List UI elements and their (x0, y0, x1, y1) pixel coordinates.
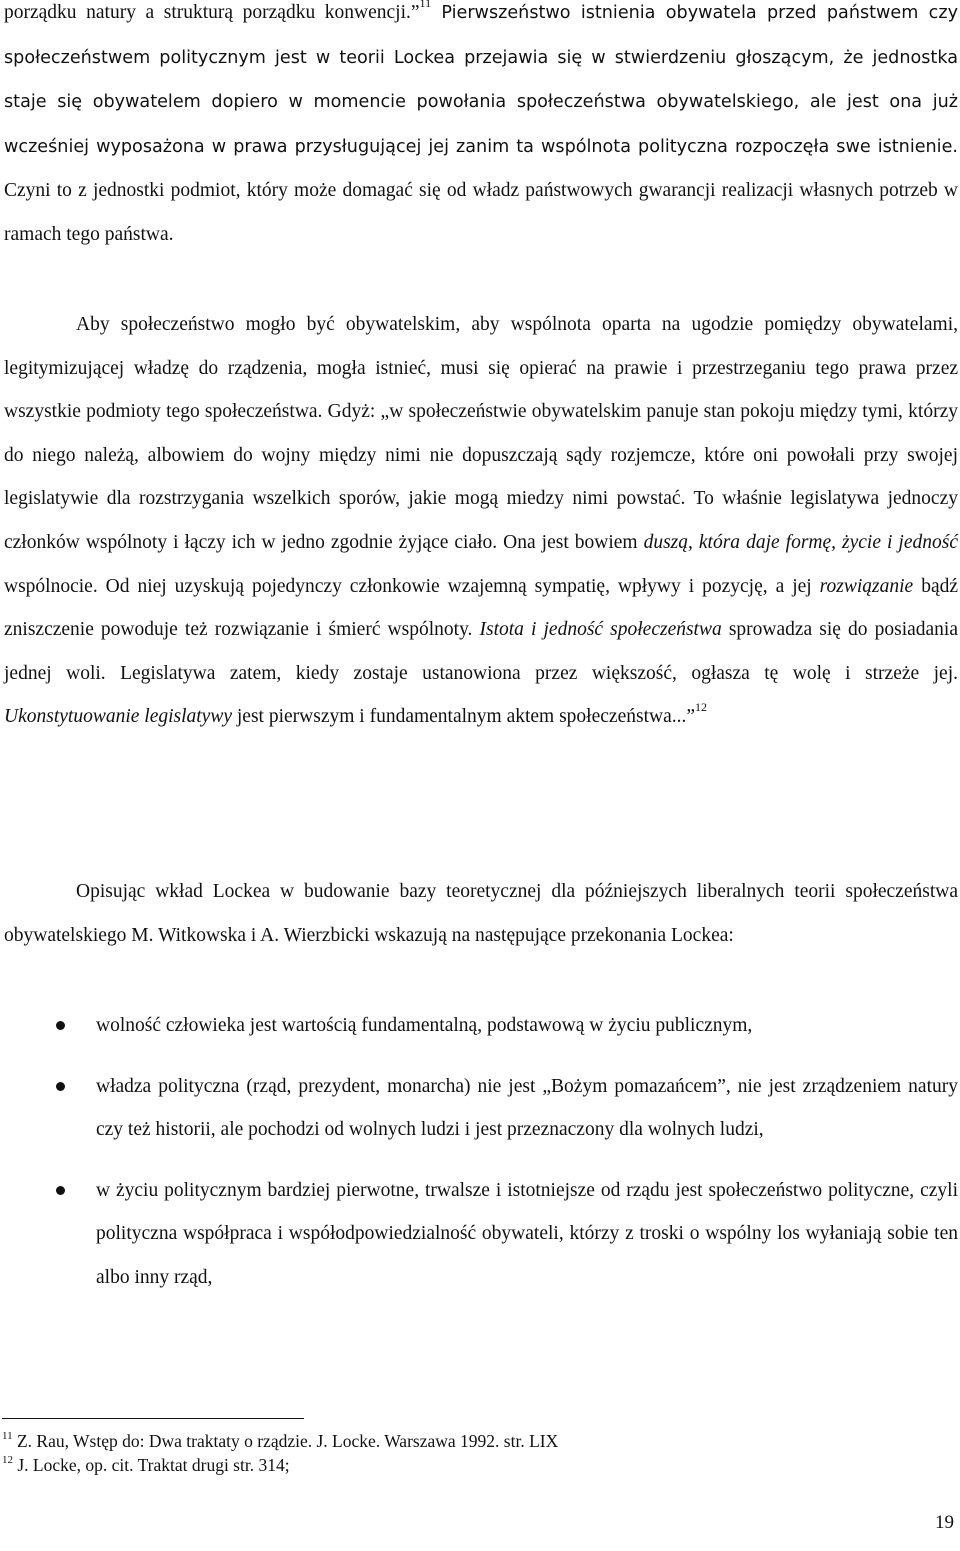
footnote-number: 12 (2, 1454, 13, 1466)
bullet-icon (56, 1186, 65, 1195)
paragraph-2-text-e: jest pierwszym i fundamentalnym aktem społeczeństwa...” (232, 706, 695, 728)
paragraph-2-italic-2: rozwiązanie (819, 575, 914, 597)
footnote-number: 11 (2, 1430, 13, 1442)
bullet-item (96, 1065, 958, 1152)
paragraph-2-italic-3: Istota i jedność społeczeństwa (479, 619, 722, 641)
paragraph-2-italic-1: duszą, która daje formę, życie i jedność (643, 531, 958, 553)
bullet-text: w życiu politycznym bardziej pierwotne, trwalsze i istotniejsze od rządu jest społeczeństwo polityczne, czyli polityczna współpraca i współodpowiedzialność obywateli, którzy z troski o wspólny los wyłaniają sobie ten albo inny rząd, (96, 1179, 958, 1288)
page-number: 19 (935, 1512, 954, 1533)
paragraph-1-serif-text: porządku natury a strukturą porządku konwencji.” (4, 2, 420, 23)
paragraph-2-text-b: wspólnocie. Od niej uzyskują pojedynczy członkowie wzajemną sympatię, wpływy i pozycję, a jej (4, 575, 820, 597)
bullet-text: wolność człowieka jest wartością fundamentalną, podstawową w życiu publicznym, (96, 1015, 753, 1036)
bullet-item (96, 1169, 958, 1300)
paragraph-1 (4, 0, 958, 257)
footnote-text: J. Locke, op. cit. Traktat drugi str. 314; (17, 1455, 290, 1475)
footnote-divider (2, 1418, 304, 1419)
bullet-icon (56, 1021, 65, 1030)
paragraph-2-italic-4: Ukonstytuowanie legislatywy (4, 706, 233, 728)
footnote-text: Z. Rau, Wstęp do: Dwa traktaty o rządzie. J. Locke. Warszawa 1992. str. LIX (16, 1431, 559, 1451)
paragraph-2-text-c: bądź zniszczenie powoduje też rozwiązanie i śmierć wspólnoty. (4, 575, 958, 641)
footnote-12 (2, 1454, 290, 1476)
footnote-ref-12: 12 (695, 700, 707, 715)
footnote-ref-11: 11 (419, 0, 432, 10)
paragraph-1-serif-text-b: Czyni to z jednostki podmiot, który może domagać się od władz państwowych gwarancji realizacji własnych potrzeb w ramach tego państwa. (4, 180, 958, 245)
paragraph-3: Opisując wkład Lockea w budowanie bazy teoretycznej dla późniejszych liberalnych teorii społeczeństwa obywatelskiego M. Witkowska i A. Wierzbicki wskazują na następujące przekonania Lockea: (4, 881, 958, 946)
bullet-item (96, 1004, 958, 1048)
paragraph-2 (4, 303, 958, 739)
paragraph-2-text-a: Aby społeczeństwo mogło być obywatelskim, aby wspólnota oparta na ugodzie pomiędzy obywatelami, legitymizującej władzę do rządzenia, mogła istnieć, musi się opierać na prawie i przestrzeganiu tego prawa przez wszystkie podmioty tego społeczeństwa. Gdyż: „w społeczeństwie obywatelskim panuje stan pokoju między tymi, którzy do niego należą, albowiem do wojny między nimi nie dopuszczają sądy rozjemcze, które oni powołali przy swojej legislatywie dla rozstrzygania wszelkich sporów, jakie mogą miedzy nimi powstać. To właśnie legislatywa jednoczy członków wspólnoty i łączy ich w jedno zgodnie żyjące ciało. Ona jest bowiem (4, 314, 958, 553)
paragraph-1-sans-text: Pierwszeństwo istnienia obywatela przed państwem czy społeczeństwem politycznym jest w teorii Lockea przejawia się w stwierdzeniu głoszącym, że jednostka staje się obywatelem dopiero w momencie powołania społeczeństwa obywatelskiego, ale jest ona już wcześniej wyposażona w prawa przysługującej jej zanim ta wspólnota polityczna rozpoczęła swe istnienie. (4, 3, 959, 157)
bullet-text: władza polityczna (rząd, prezydent, monarcha) nie jest „Bożym pomazańcem”, nie jest zrządzeniem natury czy też historii, ale pochodzi od wolnych ludzi i jest przeznaczony dla wolnych ludzi, (96, 1075, 958, 1141)
paragraph-2-text-d: sprowadza się do posiadania jednej woli. Legislatywa zatem, kiedy zostaje ustanowiona przez większość, ogłasza tę wolę i strzeże jej. (4, 619, 959, 684)
bullet-icon (56, 1082, 65, 1091)
footnote-11 (2, 1430, 558, 1452)
bullet-list (96, 1004, 958, 1317)
